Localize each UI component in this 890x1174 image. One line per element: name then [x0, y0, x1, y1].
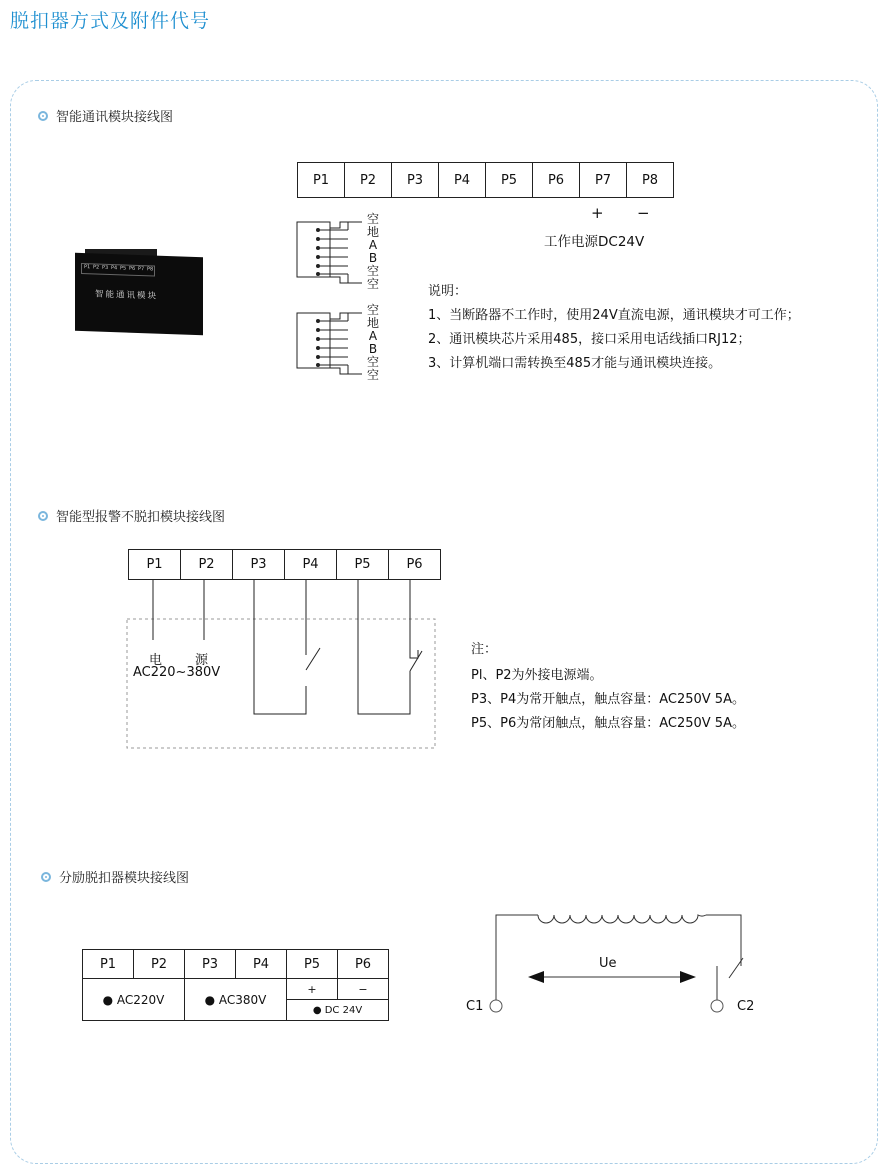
power-label: 工作电源DC24V: [544, 234, 645, 250]
note-line: 2、通讯模块芯片采用485，接口采用电话线插口RJ12；: [428, 332, 751, 347]
connector-labels-bottom: 空 地 A B 空 空: [366, 303, 379, 382]
c2-label: C2: [737, 999, 755, 1014]
ac380-cell: ● AC380V: [185, 979, 287, 1021]
pin-cell: P8: [627, 163, 674, 198]
note-line: 1、当断路器不工作时，使用24V直流电源，通讯模块才可工作；: [428, 308, 800, 323]
pin-cell: P6: [533, 163, 580, 198]
section-heading-alarm: [38, 506, 225, 525]
ue-label: Ue: [599, 956, 617, 971]
pin-cell: P4: [285, 550, 337, 580]
pin-cell: P7: [580, 163, 627, 198]
pin-cell: P1: [129, 550, 181, 580]
pin-cell: P4: [236, 950, 287, 979]
notes-title: 说明：: [428, 284, 468, 299]
pin-cell: P3: [233, 550, 285, 580]
pin-cell: P2: [345, 163, 392, 198]
source-label-a: 电: [149, 653, 163, 668]
section-title: 智能型报警不脱扣模块接线图: [56, 510, 226, 525]
c1-label: C1: [466, 999, 484, 1014]
module-photo: [75, 253, 203, 335]
pin-table-alarm: [128, 549, 441, 580]
section-heading-shunt: [41, 867, 189, 886]
pin-cell: P5: [287, 950, 338, 979]
bullet-icon: [38, 111, 48, 121]
pin-cell: P4: [439, 163, 486, 198]
section-title: 分励脱扣器模块接线图: [59, 871, 190, 886]
p7-plus-sign: +: [591, 204, 604, 222]
section-title: 智能通讯模块接线图: [56, 110, 174, 125]
pin-cell: P6: [389, 550, 441, 580]
module-photo-title: 智能通讯模块: [95, 289, 159, 302]
module-photo-pins: P1 P2 P3 P4 P5 P6 P7 P8: [81, 263, 155, 277]
bullet-icon: [41, 872, 51, 882]
note-line: 3、计算机端口需转换至485才能与通讯模块连接。: [428, 356, 722, 371]
bullet-icon: [38, 511, 48, 521]
pin-cell: P1: [298, 163, 345, 198]
pin-cell: P2: [181, 550, 233, 580]
pin-cell: P1: [83, 950, 134, 979]
section-heading-communication: [38, 106, 173, 125]
pin-table-communication: [297, 162, 674, 198]
pin-cell: P6: [338, 950, 389, 979]
connector-labels-top: 空 地 A B 空 空: [366, 212, 379, 291]
pin-cell: P2: [134, 950, 185, 979]
note-line: Pl、P2为外接电源端。: [471, 668, 603, 683]
pin-cell: P3: [392, 163, 439, 198]
pin-cell: P5: [486, 163, 533, 198]
source-voltage: AC220~380V: [133, 665, 221, 680]
p6-minus-sign: −: [338, 979, 389, 1000]
ac220-cell: ● AC220V: [83, 979, 185, 1021]
p5-plus-sign: +: [287, 979, 338, 1000]
dc24-cell: ● DC 24V: [287, 1000, 389, 1021]
pin-table-shunt: [82, 949, 389, 1021]
page-title: 脱扣器方式及附件代号: [10, 10, 211, 32]
pin-cell: P3: [185, 950, 236, 979]
note-line: P3、P4为常开触点，触点容量：AC250V 5A。: [471, 692, 745, 707]
pin-cell: P5: [337, 550, 389, 580]
source-label-b: 源: [195, 653, 209, 668]
notes-title: 注：: [471, 642, 498, 657]
p8-minus-sign: −: [637, 204, 650, 222]
note-line: P5、P6为常闭触点，触点容量：AC250V 5A。: [471, 716, 745, 731]
